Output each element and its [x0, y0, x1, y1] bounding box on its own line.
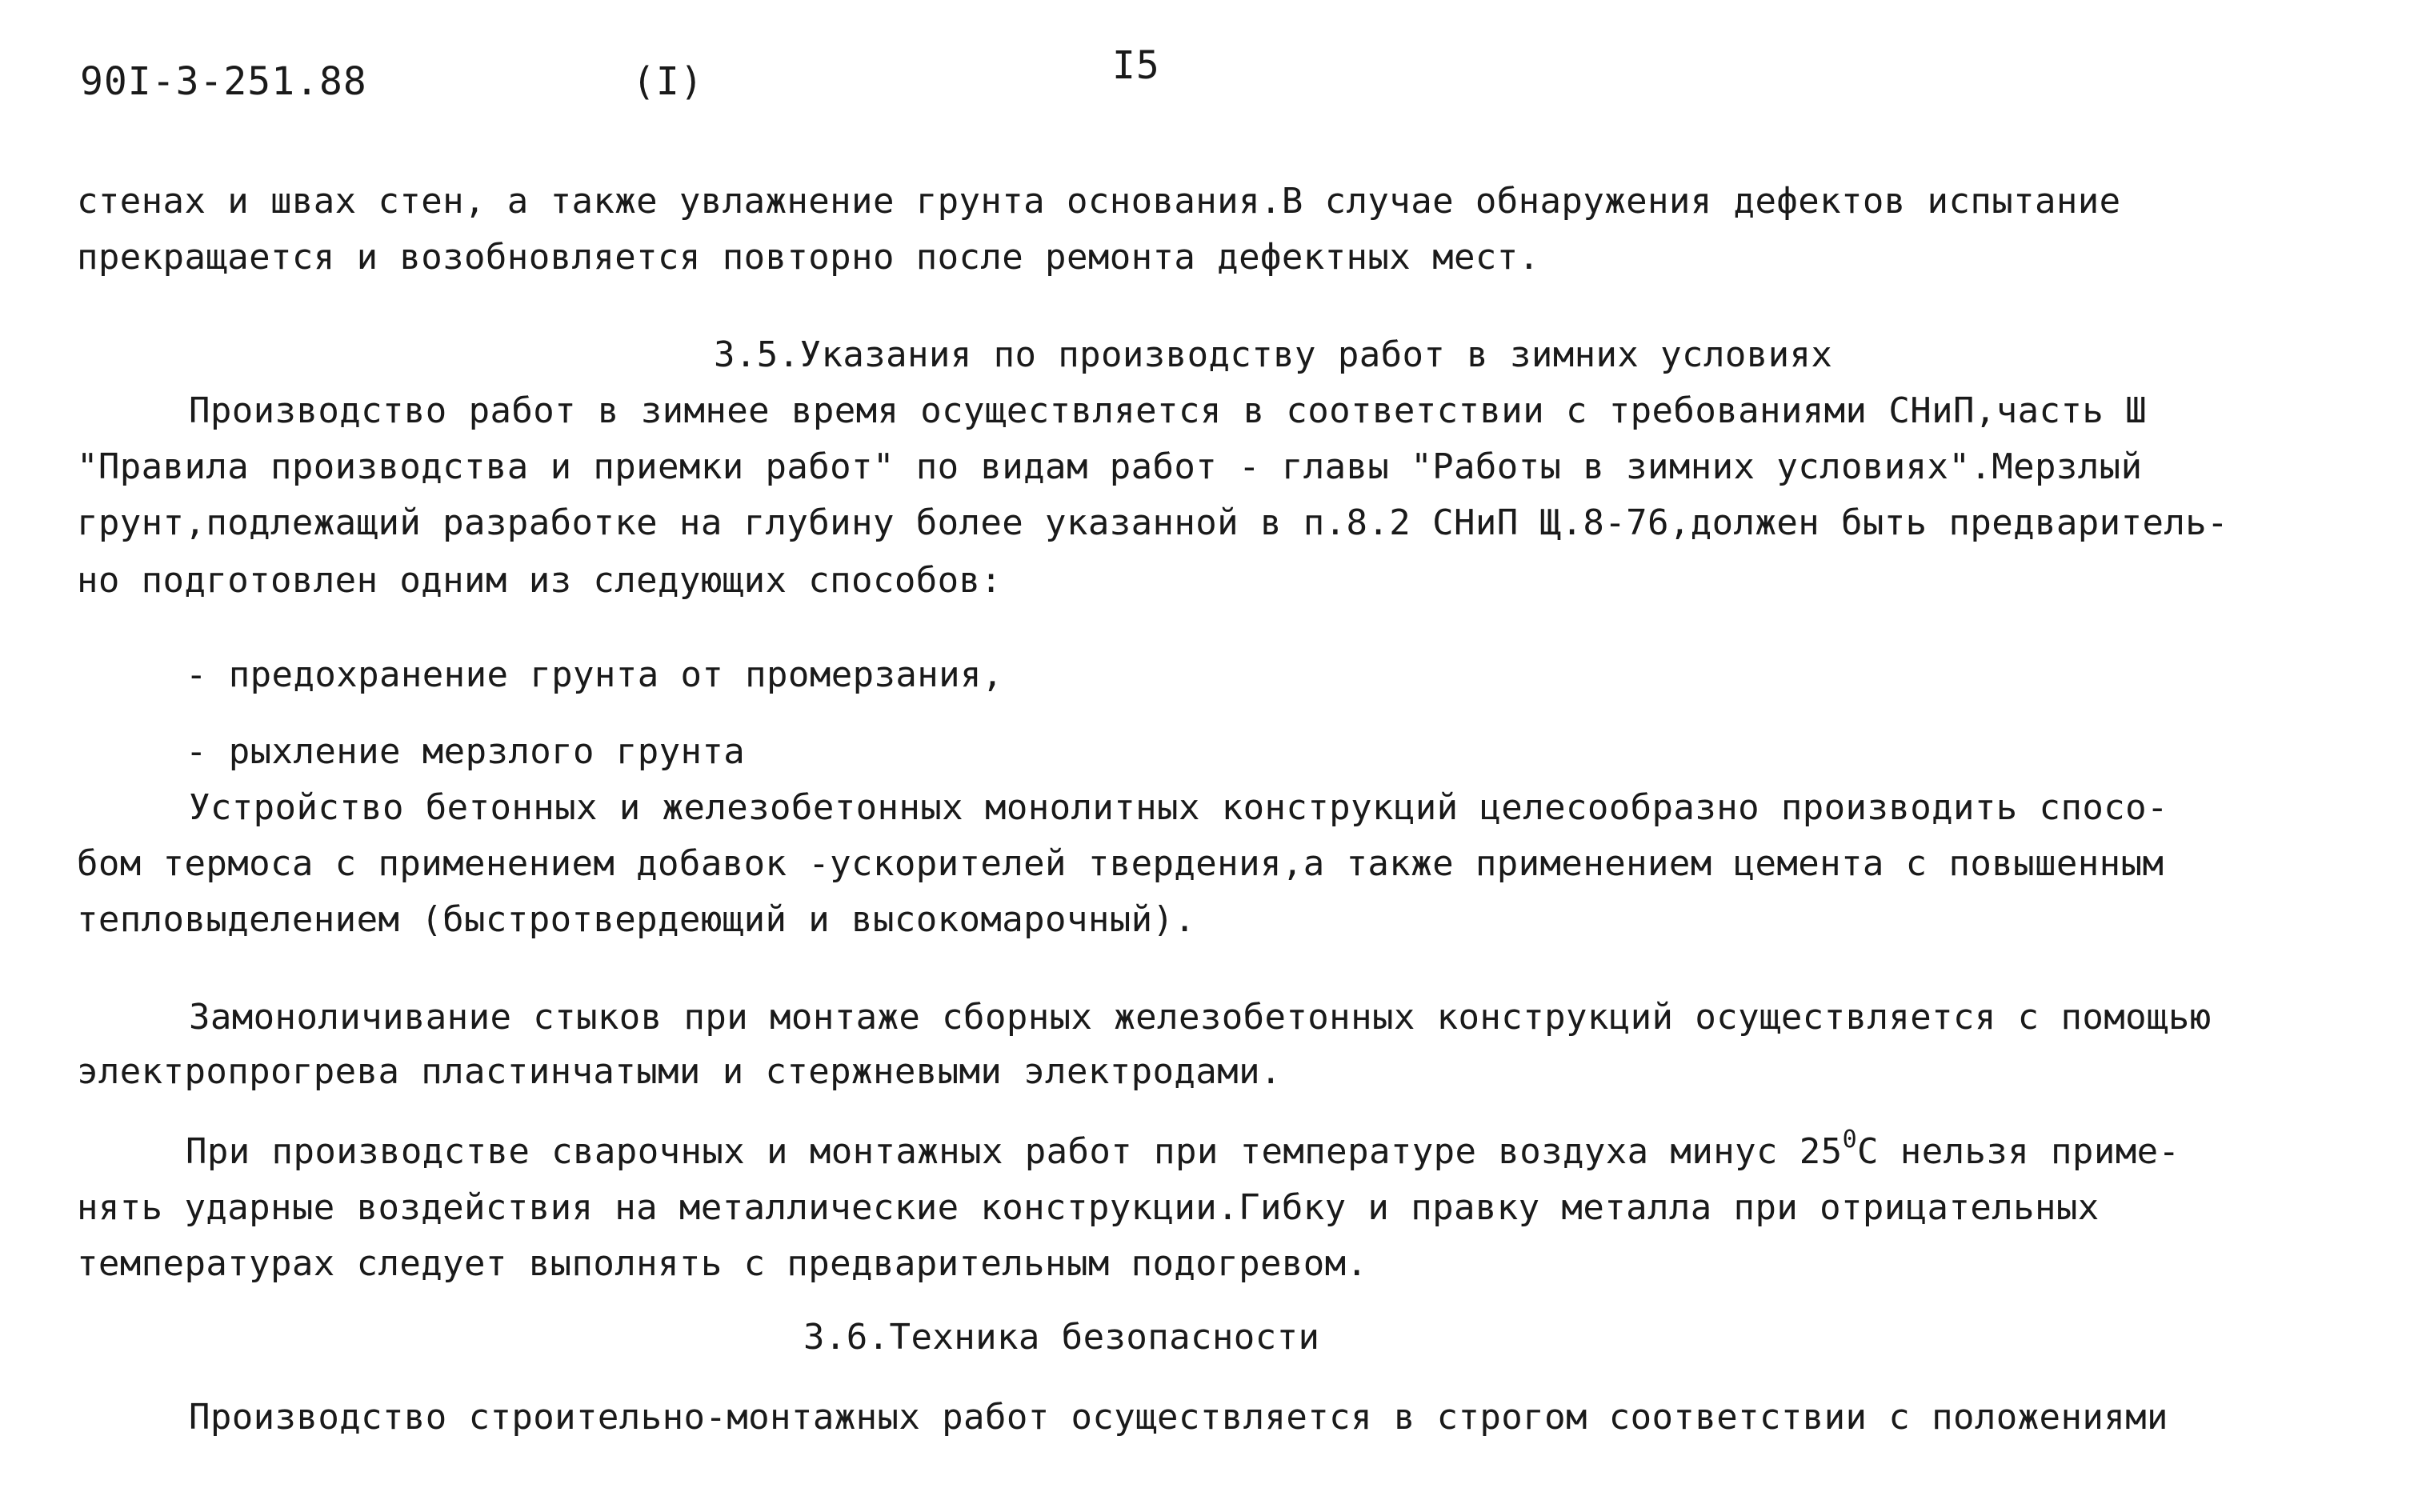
document-code: 90I-3-251.88 — [80, 59, 367, 104]
paragraph-line: грунт,подлежащий разработке на глубину более указанной в п.8.2 СНиП Щ.8-76,должен быть предваритель- — [77, 502, 2229, 543]
paragraph-line: Производство работ в зимнее время осуществляется в соответствии с требованиями СНиП,часть Ш — [189, 390, 2148, 431]
list-item: - предохранение грунта от промерзания, — [186, 654, 1003, 695]
paragraph-line: нять ударные воздействия на металлические конструкции.Гибку и правку металла при отрицательных — [77, 1187, 2100, 1228]
degree-superscript: 0 — [1842, 1126, 1858, 1154]
paragraph-line: бом термоса с применением добавок -ускорителей твердения,а также применением цемента с повышенным — [77, 843, 2164, 884]
paragraph-line: прекращается и возобновляется повторно после ремонта дефектных мест. — [77, 237, 1540, 278]
paragraph-line: электропрогрева пластинчатыми и стержневыми электродами. — [77, 1051, 1282, 1092]
list-item: - рыхление мерзлого грунта — [186, 731, 746, 772]
section-heading: 3.6.Техника безопасности — [803, 1317, 1320, 1358]
paragraph-line: Производство строительно-монтажных работ осуществляется в строгом соответствии с положениями — [189, 1397, 2168, 1438]
paragraph-line — [186, 1128, 2180, 1176]
paragraph-line: Устройство бетонных и железобетонных монолитных конструкций целесообразно производить спосо- — [189, 787, 2168, 828]
page-number: I5 — [1112, 43, 1160, 88]
paragraph-line: но подготовлен одним из следующих способов: — [77, 560, 1003, 601]
paragraph-line: "Правила производства и приемки работ" по видам работ - главы "Работы в зимних условиях".Мерзлый — [77, 446, 2143, 487]
text-fragment: При производстве сварочных и монтажных работ при температуре воздуха минус 25 — [186, 1131, 1843, 1172]
paragraph-line: тепловыделением (быстротвердеющий и высокомарочный). — [77, 899, 1196, 940]
paragraph-line: температурах следует выполнять с предварительным подогревом. — [77, 1243, 1368, 1284]
text-fragment: С нельзя приме- — [1857, 1131, 2180, 1172]
section-heading: 3.5.Указания по производству работ в зимних условиях — [714, 334, 1833, 375]
volume-number: (I) — [632, 59, 704, 104]
paragraph-line: Замоноличивание стыков при монтаже сборных железобетонных конструкций осуществляется с помощью — [189, 997, 2212, 1038]
paragraph-line: стенах и швах стен, а также увлажнение грунта основания.В случае обнаружения дефектов испытание — [77, 181, 2121, 222]
